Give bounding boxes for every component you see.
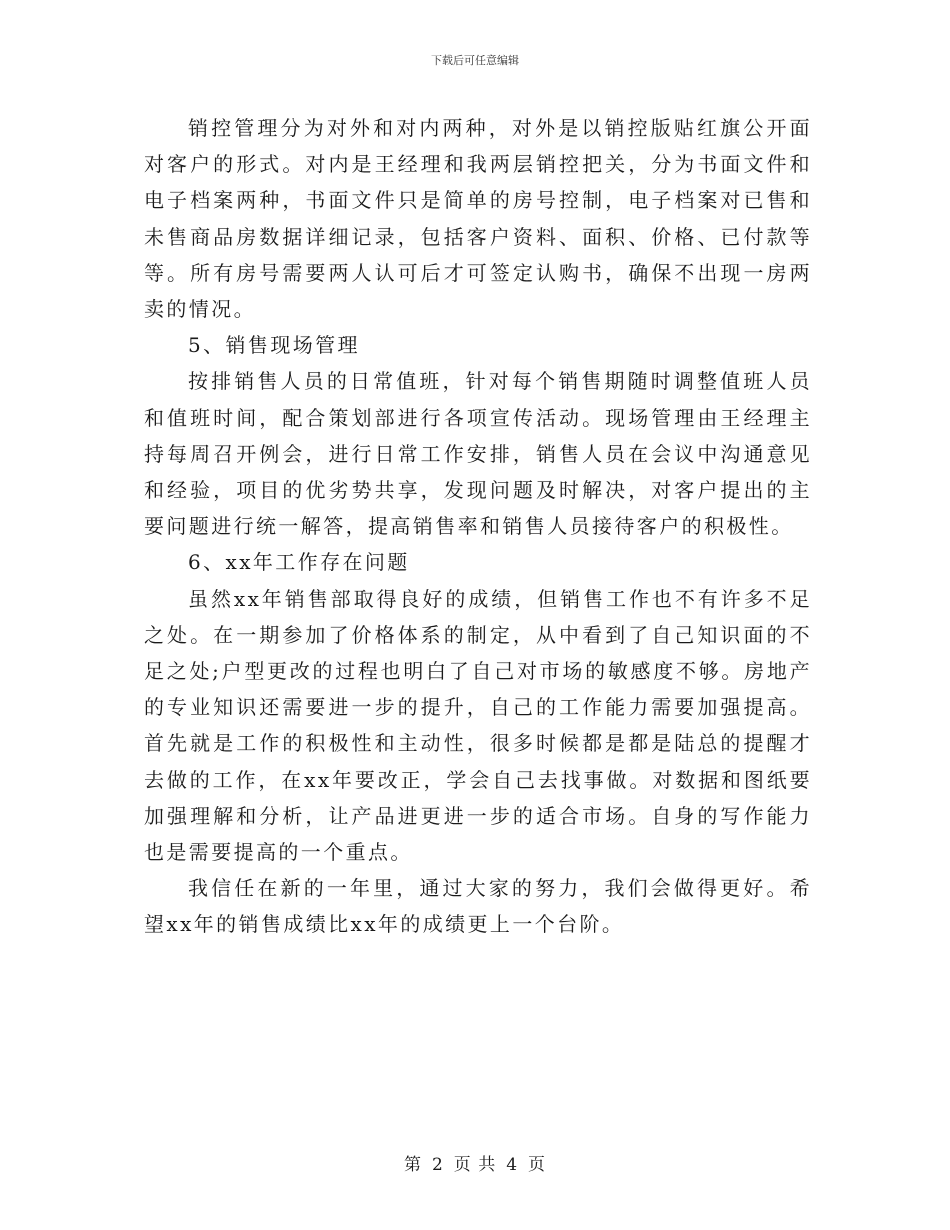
document-body: [144, 110, 812, 943]
header-note: 下载后可任意编辑: [431, 54, 519, 67]
section-heading-6: 6、xx年工作存在问题: [188, 550, 410, 575]
page-label-suffix: 页: [528, 1155, 547, 1175]
paragraph-problems: 虽然xx年销售部取得良好的成绩，但销售工作也不有许多不足之处。在一期参加了价格体系的制定，从中看到了自己知识面的不足之处;户型更改的过程也明白了自己对市场的敏感度不够。房地产的专业知识还需要进一步的提升，自己的工作能力需要加强提高。首先就是工作的积极性和主动性，很多时候都是都是陆总的提醒才去做的工作，在xx年要改正，学会自己去找事做。对数据和图纸要加强理解和分析，让产品进更进一步的适合市场。自身的写作能力也是需要提高的一个重点。: [144, 586, 812, 865]
total-pages-number: 4: [506, 1155, 519, 1175]
page-label-prefix: 第: [403, 1155, 422, 1175]
page-footer: [0, 1154, 950, 1176]
page-header: [0, 54, 950, 68]
current-page-number: 2: [431, 1155, 444, 1175]
section-heading-5: 5、销售现场管理: [188, 333, 360, 358]
page-label-mid: 页 共: [453, 1155, 497, 1175]
paragraph-site-management: 按排销售人员的日常值班，针对每个销售期随时调整值班人员和值班时间，配合策划部进行各项宣传活动。现场管理由王经理主持每周召开例会，进行日常工作安排，销售人员在会议中沟通意见和经验，项目的优劣势共享，发现问题及时解决，对客户提出的主要问题进行统一解答，提高销售率和销售人员接待客户的积极性。: [144, 369, 812, 539]
paragraph-sales-control: 销控管理分为对外和对内两种，对外是以销控版贴红旗公开面对客户的形式。对内是王经理和我两层销控把关，分为书面文件和电子档案两种，书面文件只是简单的房号控制，电子档案对已售和未售商品房数据详细记录，包括客户资料、面积、价格、已付款等等。所有房号需要两人认可后才可签定认购书，确保不出现一房两卖的情况。: [144, 116, 812, 322]
paragraph-closing: 我信任在新的一年里，通过大家的努力，我们会做得更好。希望xx年的销售成绩比xx年的成绩更上一个台阶。: [144, 876, 812, 937]
